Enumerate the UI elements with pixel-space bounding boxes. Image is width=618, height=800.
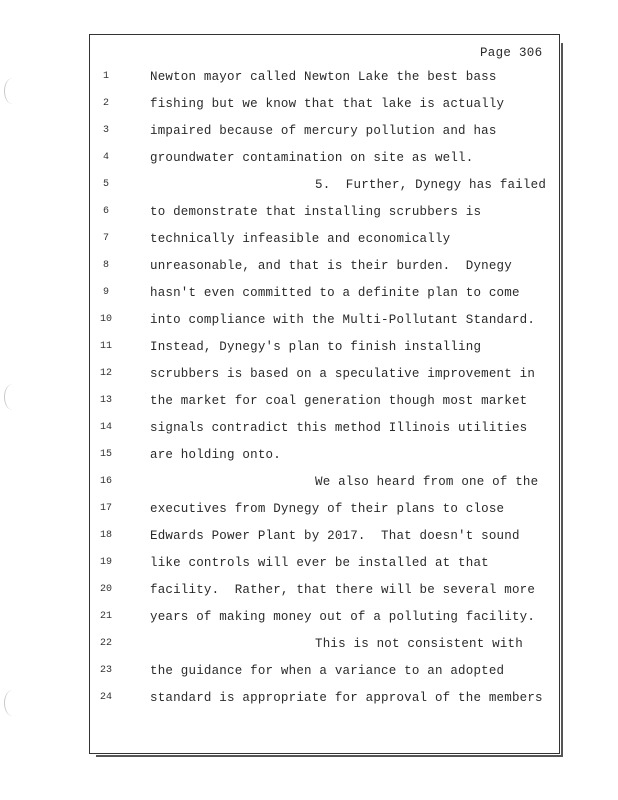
line-text: signals contradict this method Illinois utilities	[150, 421, 528, 435]
line-number: 11	[99, 341, 112, 352]
binder-hole-top	[4, 78, 21, 104]
line-text: the market for coal generation though most market	[150, 394, 528, 408]
line-text: Instead, Dynegy's plan to finish installing	[150, 340, 482, 354]
line-number: 8	[102, 260, 109, 271]
line-number: 14	[99, 422, 112, 433]
line-text: facility. Rather, that there will be several more	[150, 583, 536, 597]
line-number: 23	[99, 665, 112, 676]
line-number: 19	[99, 557, 112, 568]
page-number: Page 306	[480, 46, 543, 60]
line-number: 16	[99, 476, 112, 487]
line-number: 1	[102, 71, 109, 82]
line-text: scrubbers is based on a speculative improvement in	[150, 367, 536, 381]
line-number: 4	[102, 152, 109, 163]
line-text: unreasonable, and that is their burden. Dynegy	[150, 259, 512, 273]
line-number: 21	[99, 611, 112, 622]
line-number: 3	[102, 125, 109, 136]
line-text: Edwards Power Plant by 2017. That doesn't sound	[150, 529, 520, 543]
line-number: 6	[102, 206, 109, 217]
line-number: 2	[102, 98, 109, 109]
line-text: into compliance with the Multi-Pollutant Standard.	[150, 313, 536, 327]
line-text: are holding onto.	[150, 448, 281, 462]
line-text: 5. Further, Dynegy has failed	[315, 178, 547, 192]
line-text: to demonstrate that installing scrubbers is	[150, 205, 482, 219]
line-number: 9	[102, 287, 109, 298]
line-text: technically infeasible and economically	[150, 232, 451, 246]
line-text: the guidance for when a variance to an adopted	[150, 664, 505, 678]
line-text: executives from Dynegy of their plans to close	[150, 502, 505, 516]
line-text: We also heard from one of the	[315, 475, 539, 489]
line-text: years of making money out of a polluting facility.	[150, 610, 536, 624]
line-number: 12	[99, 368, 112, 379]
line-number: 17	[99, 503, 112, 514]
line-number: 15	[99, 449, 112, 460]
line-number: 7	[102, 233, 109, 244]
line-text: impaired because of mercury pollution and has	[150, 124, 497, 138]
line-number: 13	[99, 395, 112, 406]
line-text: groundwater contamination on site as well.	[150, 151, 474, 165]
line-text: like controls will ever be installed at that	[150, 556, 489, 570]
line-text: standard is appropriate for approval of the members	[150, 691, 543, 705]
line-text: This is not consistent with	[315, 637, 523, 651]
line-number: 18	[99, 530, 112, 541]
line-text: hasn't even committed to a definite plan to come	[150, 286, 520, 300]
binder-hole-middle	[4, 384, 21, 410]
line-number: 10	[99, 314, 112, 325]
line-text: fishing but we know that that lake is actually	[150, 97, 505, 111]
line-text: Newton mayor called Newton Lake the best bass	[150, 70, 497, 84]
line-number: 22	[99, 638, 112, 649]
binder-hole-bottom	[4, 690, 21, 716]
line-number: 20	[99, 584, 112, 595]
line-number: 5	[102, 179, 109, 190]
line-number: 24	[99, 692, 112, 703]
